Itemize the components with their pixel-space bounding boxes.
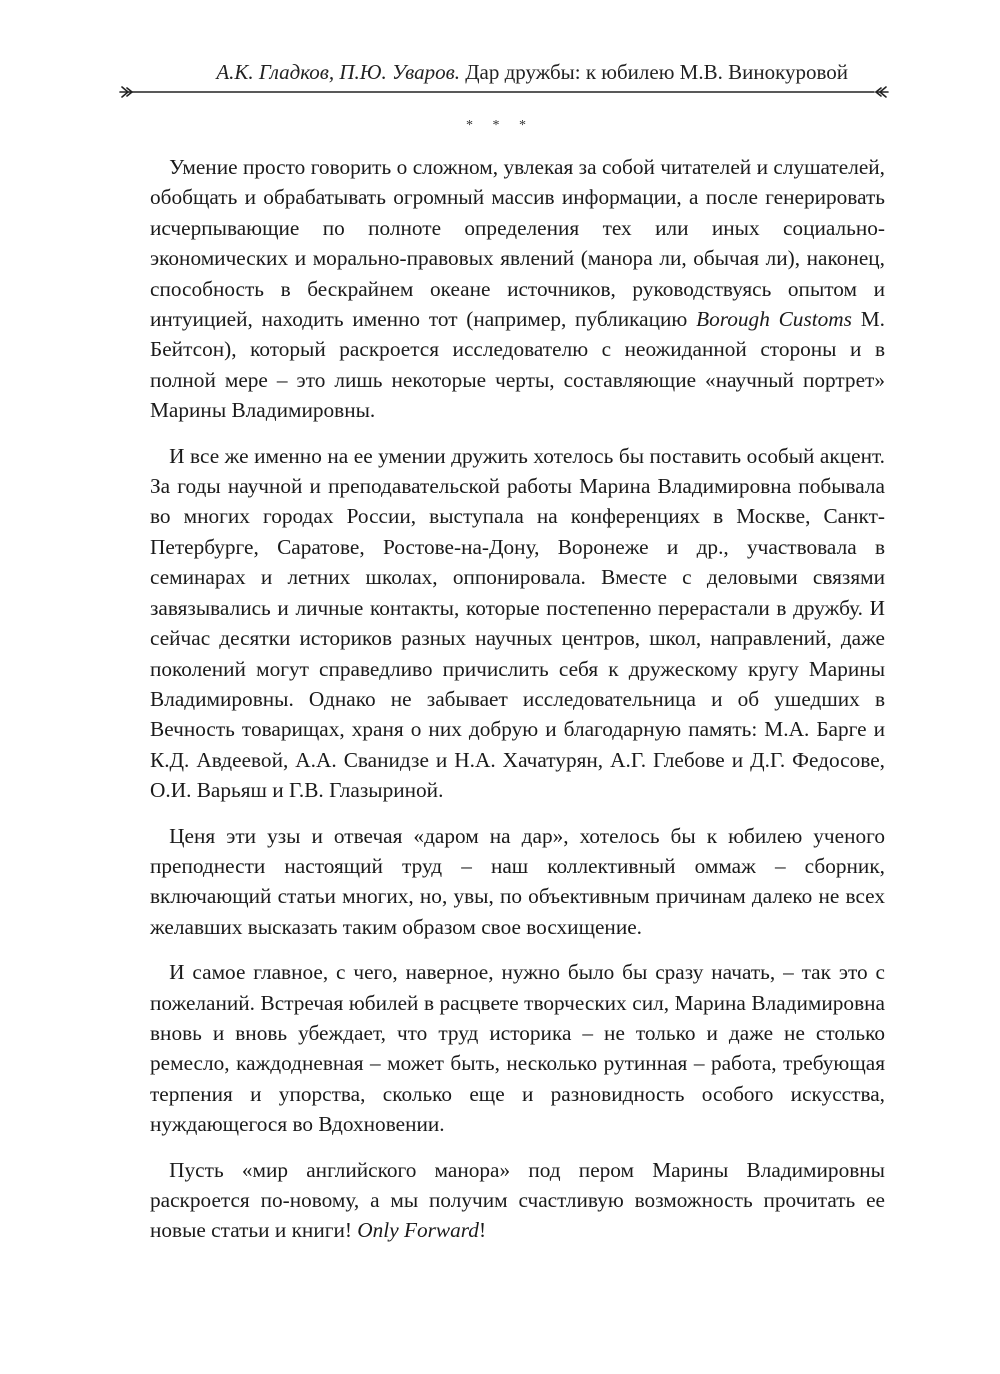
section-asterism: * * * (466, 118, 534, 133)
paragraph-1-text-a: Умение просто говорить о сложном, увлекая за собой читателей и слушателей, обобщать и обрабатывать огромный массив информации, а после генерировать исчерпывающие по полноте определения тех или иных социально-экономических и морально-правовых явлений (манора ли, обычая ли), наконец, способность в бескрайнем океане источников, руководствуясь опытом и интуицией, находить именно тот (например, публикацию (150, 155, 885, 332)
header-title: Дар дружбы: к юбилею М.В. Винокуровой (465, 60, 848, 84)
header-rule-ornament (118, 83, 890, 101)
running-head-title (216, 58, 848, 86)
paragraph-5-italic-phrase: Only Forward (357, 1218, 479, 1243)
paragraph-5-text-a: Пусть «мир английского манора» под пером Марины Владимировны раскроется по-новому, а мы получим счастливую возможность прочитать ее новые статьи и книги! (150, 1157, 885, 1243)
paragraph-4 (150, 957, 885, 1139)
paragraph-1 (150, 152, 885, 426)
running-head (118, 58, 890, 108)
header-authors: А.К. Гладков, П.Ю. Уваров. (216, 60, 460, 84)
paragraph-5-text-b: ! (478, 1218, 487, 1243)
paragraph-2-text: И все же именно на ее умении дружить хотелось бы поставить особый акцент. За годы научной и преподавательской работы Марина Владимировна побывала во многих городах России, выступала на конференциях в Москве, Санкт-Петербурге, Саратове, Ростове-на-Дону, Воронеже и др., участвовала в семинарах и летних школах, оппонировала. Вместе с деловыми связями завязывались и личные контакты, которые постепенно перерастали в дружбу. И сейчас десятки историков разных научных центров, школ, направлений, даже поколений могут справедливо причислить себя к дружескому кругу Марины Владимировны. Однако не забывает исследовательница и об ушедших в Вечность товарищах, храня о них добрую и благодарную память: М.А. Барге и К.Д. Авдеевой, А.А. Сванидзе и Н.А. Хачатурян, А.Г. Глебове и Д.Г. Федосове, О.И. Варьяш и Г.В. Глазыриной. (150, 443, 885, 803)
paragraph-3-text: Ценя эти узы и отвечая «даром на дар», хотелось бы к юбилею ученого преподнести настоящий труд – наш коллективный оммаж – сборник, включающий статьи многих, но, увы, по объективным причинам далеко не всех желавших высказать таким образом свое восхищение. (150, 823, 885, 939)
paragraph-2 (150, 441, 885, 806)
body-text (150, 152, 885, 1261)
paragraph-1-text-b: М. Бейтсон), который раскроется исследователю с неожиданной стороны и в полной мере – это лишь некоторые черты, составляющие «научный портрет» Марины Владимировны. (150, 307, 885, 423)
paragraph-1-italic-title: Borough Customs (696, 307, 852, 332)
paragraph-5 (150, 1155, 885, 1246)
paragraph-4-text: И самое главное, с чего, наверное, нужно было бы сразу начать, – так это с пожеланий. Встречая юбилей в расцвете творческих сил, Марина Владимировна вновь и вновь убеждает, что труд историка – не только и даже не столько ремесло, каждодневная – может быть, несколько рутинная – работа, требующая терпения и упорства, сколько еще и разновидность особого искусства, нуждающегося во Вдохновении. (150, 960, 885, 1137)
paragraph-3 (150, 821, 885, 943)
